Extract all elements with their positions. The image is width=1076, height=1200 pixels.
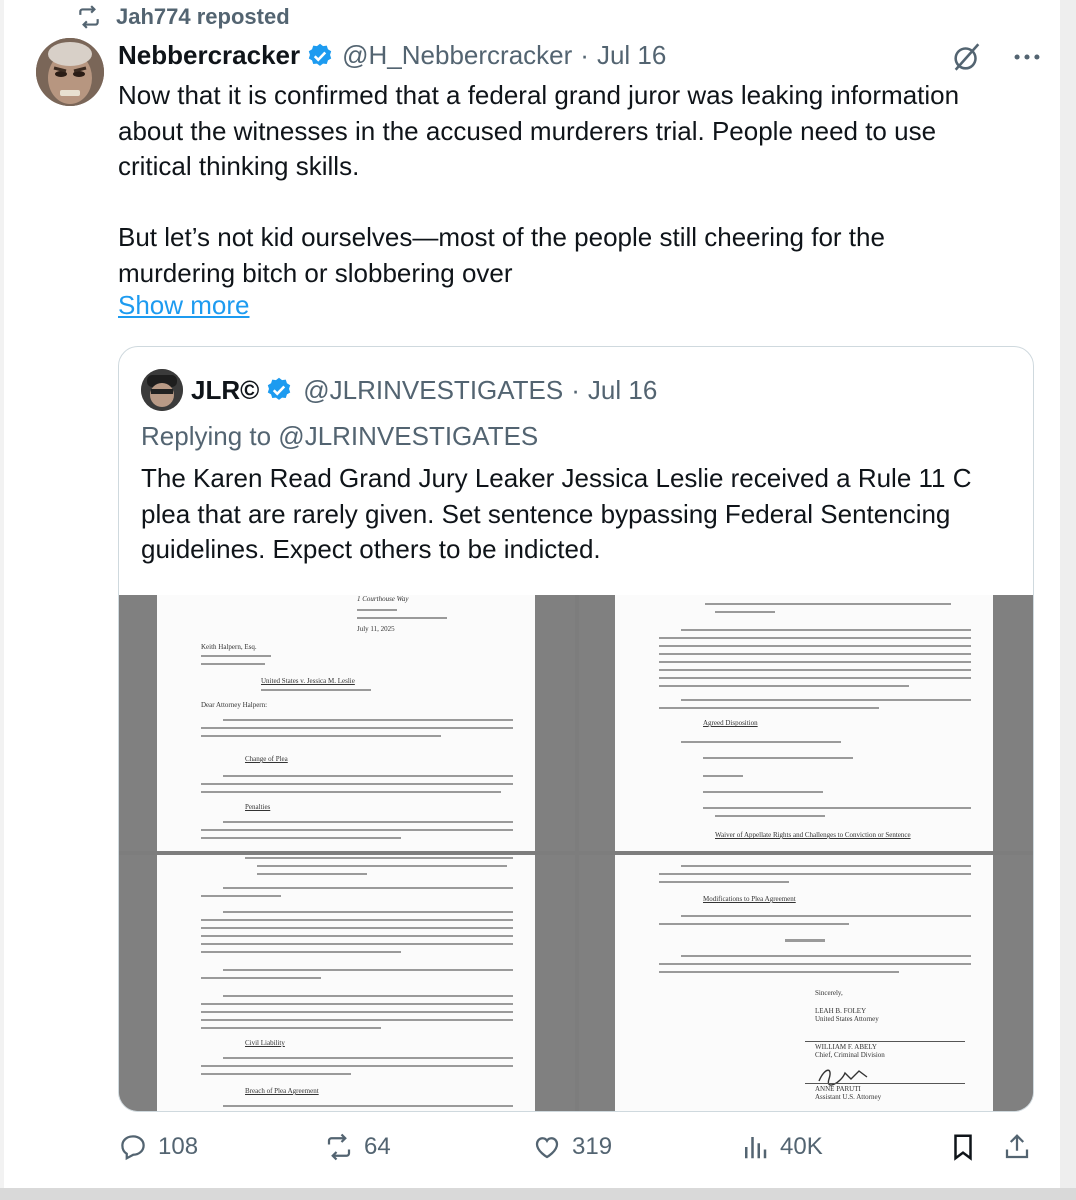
quoted-text-line: guidelines. Expect others to be indicted. bbox=[141, 534, 601, 564]
like-button[interactable] bbox=[532, 1132, 612, 1162]
views-button[interactable] bbox=[740, 1132, 823, 1162]
quoted-text bbox=[141, 461, 1011, 568]
document-page bbox=[615, 855, 993, 1111]
reply-button[interactable] bbox=[118, 1132, 198, 1162]
document-page bbox=[157, 595, 535, 851]
avatar[interactable] bbox=[36, 38, 104, 106]
repost-label: Jah774 reposted bbox=[116, 4, 290, 29]
doc-signatory-title: United States Attorney bbox=[815, 1015, 879, 1023]
avatar-face-image bbox=[36, 38, 104, 106]
verified-badge-icon bbox=[265, 376, 293, 404]
doc-re-line: United States v. Jessica M. Leslie bbox=[261, 677, 355, 685]
repost-count: 64 bbox=[364, 1133, 391, 1160]
reply-icon bbox=[118, 1132, 148, 1162]
doc-section-heading: Waiver of Appellate Rights and Challenges to Conviction or Sentence bbox=[715, 831, 911, 839]
doc-section-heading: Change of Plea bbox=[245, 755, 288, 763]
scrollbar-gutter bbox=[1060, 0, 1076, 1200]
replying-to: Replying to @JLRINVESTIGATES bbox=[141, 421, 539, 451]
quoted-text-line: plea that are rarely given. Set sentence bypassing Federal Sentencing bbox=[141, 498, 951, 529]
document-image-2[interactable] bbox=[579, 595, 1034, 851]
post-text-line: critical thinking skills. bbox=[118, 151, 360, 181]
analytics-icon bbox=[740, 1132, 770, 1162]
author-handle[interactable]: @H_Nebbercracker bbox=[342, 40, 573, 70]
document-image-4[interactable] bbox=[579, 855, 1034, 1111]
bookmark-icon bbox=[948, 1132, 978, 1162]
post-date[interactable]: Jul 16 bbox=[596, 40, 667, 70]
post-text bbox=[118, 78, 1038, 291]
repost-indicator[interactable] bbox=[76, 4, 290, 30]
doc-salutation: Dear Attorney Halpern: bbox=[201, 701, 268, 709]
doc-signatory-title: Chief, Criminal Division bbox=[815, 1051, 885, 1059]
post-text-line: Now that it is confirmed that a federal grand juror was leaking information bbox=[118, 80, 960, 110]
document-image-1[interactable] bbox=[119, 595, 575, 851]
quoted-post-header bbox=[141, 369, 657, 411]
header-actions bbox=[950, 40, 1044, 74]
quoted-handle[interactable]: @JLRINVESTIGATES bbox=[303, 374, 564, 405]
doc-section-heading: Agreed Disposition bbox=[703, 719, 758, 727]
post-text-line: But let’s not kid ourselves—most of the people still cheering for the bbox=[118, 222, 885, 252]
reply-count: 108 bbox=[158, 1133, 199, 1160]
repost-icon bbox=[324, 1132, 354, 1162]
doc-closing: Sincerely, bbox=[815, 989, 843, 997]
doc-section-heading: Breach of Plea Agreement bbox=[245, 1087, 319, 1095]
header-separator: · bbox=[580, 40, 589, 70]
doc-section-heading: Civil Liability bbox=[245, 1039, 285, 1047]
document-image-grid[interactable] bbox=[119, 595, 1034, 1111]
heart-icon bbox=[532, 1132, 562, 1162]
post-header bbox=[118, 40, 666, 71]
quoted-avatar-image bbox=[141, 369, 183, 411]
doc-section-heading: Modifications to Plea Agreement bbox=[703, 895, 796, 903]
doc-address: 1 Courthouse Way bbox=[357, 595, 409, 603]
quoted-date[interactable]: Jul 16 bbox=[587, 374, 658, 405]
action-bar bbox=[118, 1132, 1038, 1172]
document-page bbox=[615, 595, 993, 851]
share-icon bbox=[1002, 1132, 1032, 1162]
bookmark-button[interactable] bbox=[948, 1132, 978, 1162]
document-page bbox=[157, 855, 535, 1111]
quoted-text-line: The Karen Read Grand Jury Leaker Jessica Leslie received a Rule 11 C bbox=[141, 463, 972, 493]
show-more-link[interactable]: Show more bbox=[118, 290, 250, 320]
doc-signatory-title: Assistant U.S. Attorney bbox=[815, 1093, 882, 1101]
verified-badge-icon bbox=[306, 42, 334, 70]
view-count: 40K bbox=[780, 1133, 823, 1160]
grok-icon[interactable] bbox=[950, 40, 984, 74]
doc-signatory: ANNE PARUTI bbox=[815, 1085, 861, 1093]
quoted-post[interactable] bbox=[118, 346, 1034, 1112]
like-count: 319 bbox=[572, 1133, 613, 1160]
quoted-avatar[interactable] bbox=[141, 369, 183, 411]
doc-recipient: Keith Halpern, Esq. bbox=[201, 643, 257, 651]
repost-icon bbox=[76, 4, 102, 30]
document-image-3[interactable] bbox=[119, 855, 575, 1111]
doc-signatory: LEAH B. FOLEY bbox=[815, 1007, 867, 1015]
share-button[interactable] bbox=[1002, 1132, 1032, 1162]
author-display-name[interactable]: Nebbercracker bbox=[118, 40, 301, 70]
post-text-line: about the witnesses in the accused murderers trial. People need to use bbox=[118, 115, 937, 146]
doc-section-heading: Penalties bbox=[245, 803, 271, 811]
doc-date: July 11, 2025 bbox=[357, 625, 395, 633]
bottom-divider bbox=[0, 1188, 1076, 1200]
post-text-line: murdering bitch or slobbering over bbox=[118, 257, 513, 288]
doc-signatory: WILLIAM F. ABELY bbox=[815, 1043, 877, 1051]
more-options-icon[interactable] bbox=[1010, 40, 1044, 74]
quoted-display-name[interactable]: JLR© bbox=[191, 374, 260, 405]
repost-button[interactable] bbox=[324, 1132, 391, 1162]
quoted-separator: · bbox=[571, 374, 580, 405]
